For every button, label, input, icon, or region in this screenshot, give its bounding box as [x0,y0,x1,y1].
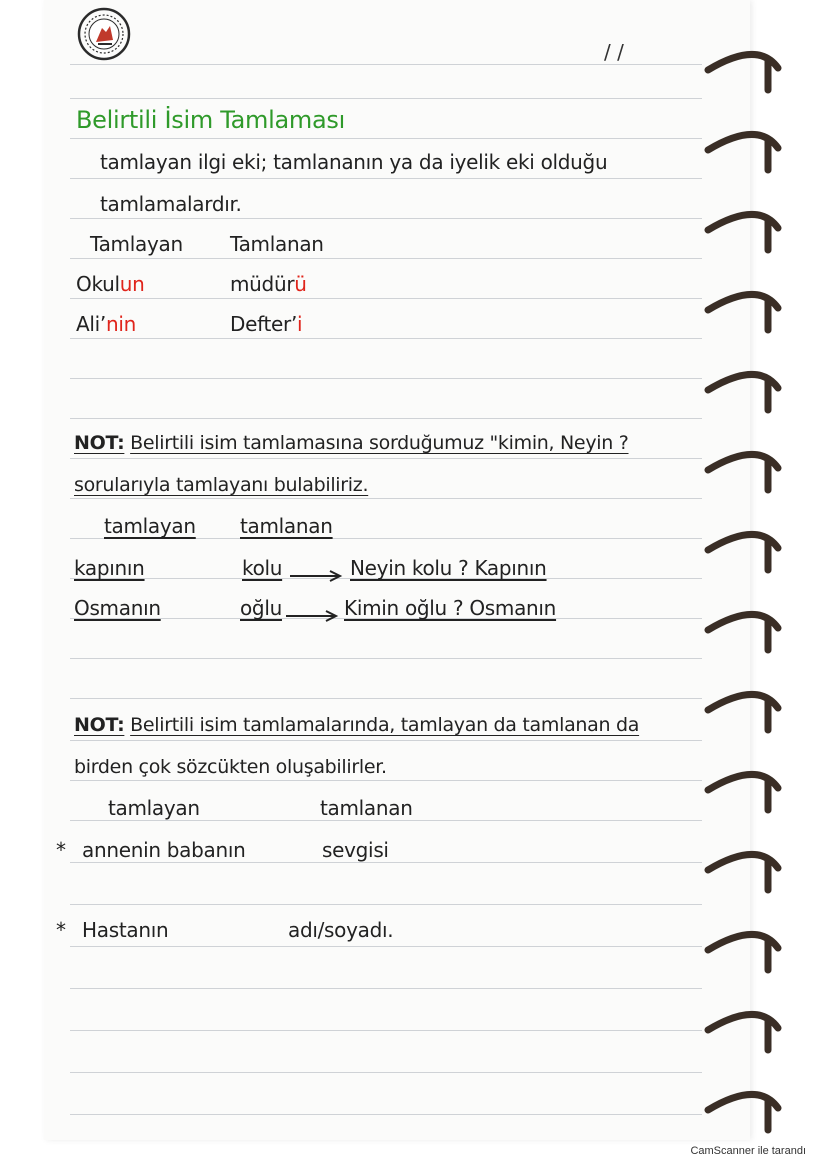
example2-row2-tamlanan: oğlu [240,596,282,620]
definition-line-2: tamlamalardır. [100,192,242,216]
school-seal-logo [76,6,132,62]
example3-tamlayan-header: tamlayan [108,796,200,820]
ruled-line [70,780,702,781]
example2-tamlayan-header: tamlayan [104,514,196,538]
example2-row2-tamlayan: Osmanın [74,596,161,620]
ruled-line [70,338,702,339]
ruled-line [70,988,702,989]
example1-row2-tamlanan: Defter’i [230,312,303,336]
notebook-page [44,0,750,1140]
date-field: / / [604,40,624,64]
example3-row1-tamlayan: annenin babanın [82,838,246,862]
ruled-line [70,218,702,219]
spiral-binding [698,40,798,1140]
ruled-line [70,258,702,259]
ruled-line [70,1114,702,1115]
example1-row1-tamlanan: müdürü [230,272,307,296]
ruled-line [70,946,702,947]
example2-row2-question: Kimin oğlu ? Osmanın [344,596,557,620]
note1-line-1: NOT: Belirtili isim tamlamasına sorduğumuz "kimin, Neyin ? [74,432,629,454]
ruled-line [70,862,702,863]
ruled-line [70,820,702,821]
ruled-line [70,378,702,379]
example1-tamlanan-header: Tamlanan [230,232,324,256]
ruled-line [70,64,702,65]
ruled-line [70,740,702,741]
definition-line-1: tamlayan ilgi eki; tamlananın ya da iyelik eki olduğu [100,150,608,174]
bullet-star: * [56,918,66,942]
example2-row1-tamlanan: kolu [242,556,283,580]
example3-row1-tamlanan: sevgisi [322,838,389,862]
arrow-right-icon [288,568,344,582]
ruled-line [70,698,702,699]
arrow-right-icon [284,608,340,622]
example2-row1-tamlayan: kapının [74,556,145,580]
note1-line-2: sorularıyla tamlayanı bulabiliriz. [74,474,369,496]
ruled-line [70,658,702,659]
section-heading: Belirtili İsim Tamlaması [76,106,345,134]
ruled-line [70,498,702,499]
ruled-line [70,418,702,419]
bullet-star: * [56,838,66,862]
note2-line-1: NOT: Belirtili isim tamlamalarında, tamlayan da tamlanan da [74,714,640,736]
scanner-watermark: CamScanner ile tarandı [690,1145,806,1157]
example1-row1-tamlayan: Okulun [76,272,145,296]
note2-line-2: birden çok sözcükten oluşabilirler. [74,756,387,778]
ruled-line [70,178,702,179]
example2-row1-question: Neyin kolu ? Kapının [350,556,547,580]
example3-row2-tamlayan: Hastanın [82,918,169,942]
ruled-line [70,538,702,539]
example1-tamlayan-header: Tamlayan [90,232,183,256]
ruled-line [70,298,702,299]
example2-tamlanan-header: tamlanan [240,514,333,538]
ruled-line [70,1030,702,1031]
ruled-line [70,904,702,905]
ruled-line [70,138,702,139]
example3-row2-tamlanan: adı/soyadı. [288,918,394,942]
example1-row2-tamlayan: Ali’nin [76,312,136,336]
ruled-line [70,98,702,99]
ruled-line [70,1072,702,1073]
example3-tamlanan-header: tamlanan [320,796,413,820]
ruled-line [70,458,702,459]
